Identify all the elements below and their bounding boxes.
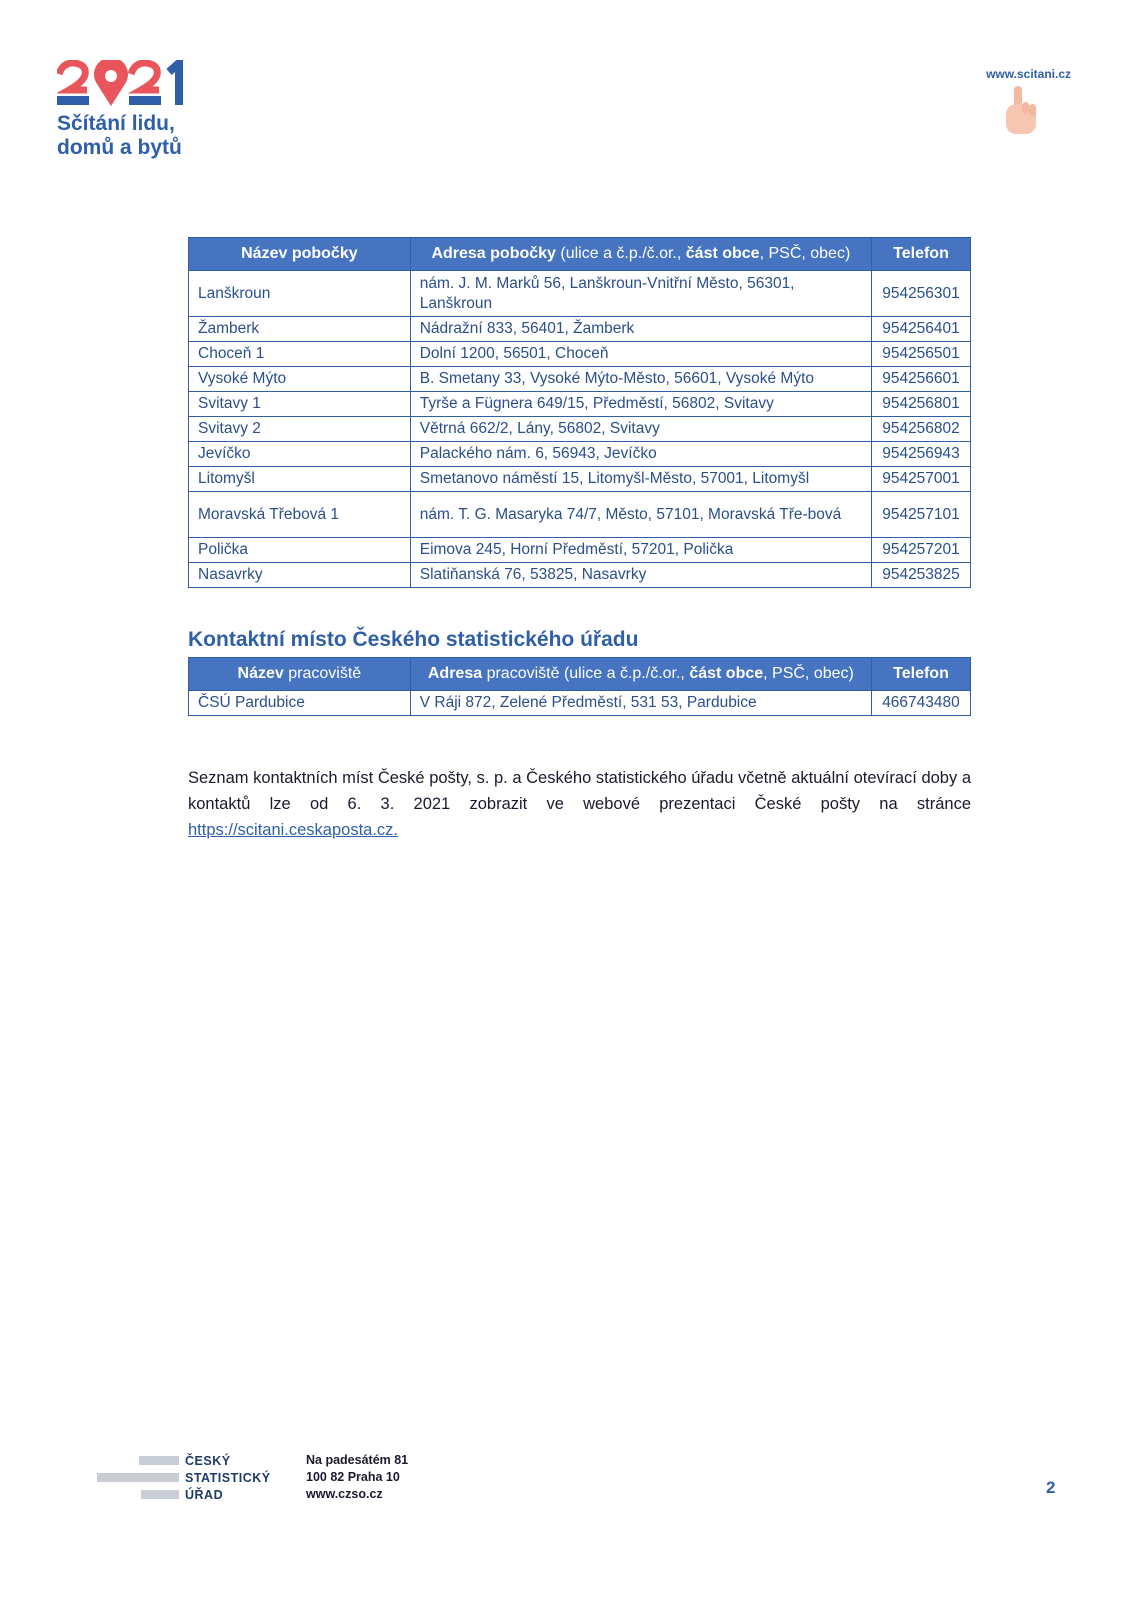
office-table xyxy=(188,657,971,716)
branch-address: Větrná 662/2, Lány, 56802, Svitavy xyxy=(410,417,871,442)
branch-address: Smetanovo náměstí 15, Litomyšl-Město, 57001, Litomyšl xyxy=(410,467,871,492)
branch-phone: 954257001 xyxy=(872,467,971,492)
branch-address: Nádražní 833, 56401, Žamberk xyxy=(410,317,871,342)
header-phone: Telefon xyxy=(871,658,970,691)
census-2021-mark xyxy=(57,60,187,108)
branch-phone: 954256301 xyxy=(872,271,971,317)
office-name: ČSÚ Pardubice xyxy=(189,691,411,716)
header-office-address: Adresa pracoviště (ulice a č.p./č.or., část obce, PSČ, obec) xyxy=(410,658,871,691)
logo-word-1: ČESKÝ xyxy=(185,1453,231,1468)
branches-table xyxy=(188,237,971,588)
branch-phone: 954256943 xyxy=(872,442,971,467)
branch-name: Moravská Třebová 1 xyxy=(189,492,411,538)
branch-name: Svitavy 2 xyxy=(189,417,411,442)
branch-phone: 954257101 xyxy=(872,492,971,538)
section-title: Kontaktní místo Českého statistického úřadu xyxy=(188,628,639,651)
branch-phone: 954256401 xyxy=(872,317,971,342)
branch-address: nám. J. M. Marků 56, Lanškroun-Vnitřní Město, 56301, Lanškroun xyxy=(410,271,871,317)
branch-name: Choceň 1 xyxy=(189,342,411,367)
branch-phone: 954256801 xyxy=(872,392,971,417)
branch-address: Slatiňanská 76, 53825, Nasavrky xyxy=(410,563,871,588)
logo-word-2: STATISTICKÝ xyxy=(185,1470,271,1485)
branch-address: Eimova 245, Horní Předměstí, 57201, Polička xyxy=(410,538,871,563)
table-header-row xyxy=(189,238,971,271)
logo-line-2: domů a bytů xyxy=(57,136,182,159)
czso-logo xyxy=(95,1452,269,1503)
branch-address: Tyrše a Fügnera 649/15, Předměstí, 56802, Svitavy xyxy=(410,392,871,417)
table-header-row xyxy=(189,658,971,691)
logo-line-1: Sčítání lidu, xyxy=(57,112,175,135)
branch-name: Lanškroun xyxy=(189,271,411,317)
logo-title xyxy=(57,112,207,160)
page-number: 2 xyxy=(1046,1478,1056,1497)
table-row xyxy=(189,467,971,492)
logo-word-3: ÚŘAD xyxy=(185,1487,224,1502)
office-address: V Ráji 872, Zelené Předměstí, 531 53, Pardubice xyxy=(410,691,871,716)
header-branch-name: Název pobočky xyxy=(189,238,411,271)
branch-address: Dolní 1200, 56501, Choceň xyxy=(410,342,871,367)
info-paragraph xyxy=(188,765,971,843)
address-line: Na padesátém 81 xyxy=(306,1453,409,1467)
header-office-name: Název pracoviště xyxy=(189,658,411,691)
table-row xyxy=(189,563,971,588)
branch-name: Litomyšl xyxy=(189,467,411,492)
branch-name: Polička xyxy=(189,538,411,563)
branch-address: nám. T. G. Masaryka 74/7, Město, 57101, Moravská Tře-bová xyxy=(410,492,871,538)
logo-bar xyxy=(141,1490,179,1499)
table-row xyxy=(189,691,971,716)
branch-address: Palackého nám. 6, 56943, Jevíčko xyxy=(410,442,871,467)
site-url[interactable]: www.scitani.cz xyxy=(986,67,1071,81)
logo-bar xyxy=(139,1456,179,1465)
header-branch-address: Adresa pobočky (ulice a č.p./č.or., část obce, PSČ, obec) xyxy=(410,238,871,271)
table-row xyxy=(189,417,971,442)
table-row xyxy=(189,492,971,538)
branch-phone: 954256601 xyxy=(872,367,971,392)
census-logo xyxy=(57,58,207,160)
address-line: 100 82 Praha 10 xyxy=(306,1470,400,1484)
branch-name: Vysoké Mýto xyxy=(189,367,411,392)
header-phone: Telefon xyxy=(872,238,971,271)
footer-website-link[interactable]: www.czso.cz xyxy=(306,1487,383,1501)
branch-name: Žamberk xyxy=(189,317,411,342)
branch-address: B. Smetany 33, Vysoké Mýto-Město, 56601, Vysoké Mýto xyxy=(410,367,871,392)
table-row xyxy=(189,392,971,417)
table-row xyxy=(189,442,971,467)
pointing-hand-icon xyxy=(1000,84,1040,140)
logo-year-graphic xyxy=(57,58,207,108)
table-row xyxy=(189,367,971,392)
logo-bar xyxy=(97,1473,179,1482)
table-row xyxy=(189,538,971,563)
branch-phone: 954257201 xyxy=(872,538,971,563)
info-text: Seznam kontaktních míst České pošty, s. p. a Českého statistického úřadu včetně aktuální otevírací doby a kontaktů lze od 6. 3. 2021 zobrazit ve webové prezentaci České pošty na stránce xyxy=(188,768,971,813)
branch-name: Jevíčko xyxy=(189,442,411,467)
branch-phone: 954253825 xyxy=(872,563,971,588)
branch-phone: 954256501 xyxy=(872,342,971,367)
table-row xyxy=(189,271,971,317)
table-row xyxy=(189,317,971,342)
office-phone: 466743480 xyxy=(871,691,970,716)
branch-name: Nasavrky xyxy=(189,563,411,588)
footer-address xyxy=(306,1452,408,1503)
table-row xyxy=(189,342,971,367)
branch-name: Svitavy 1 xyxy=(189,392,411,417)
branch-phone: 954256802 xyxy=(872,417,971,442)
ceskaposta-link[interactable]: https://scitani.ceskaposta.cz. xyxy=(188,820,399,839)
